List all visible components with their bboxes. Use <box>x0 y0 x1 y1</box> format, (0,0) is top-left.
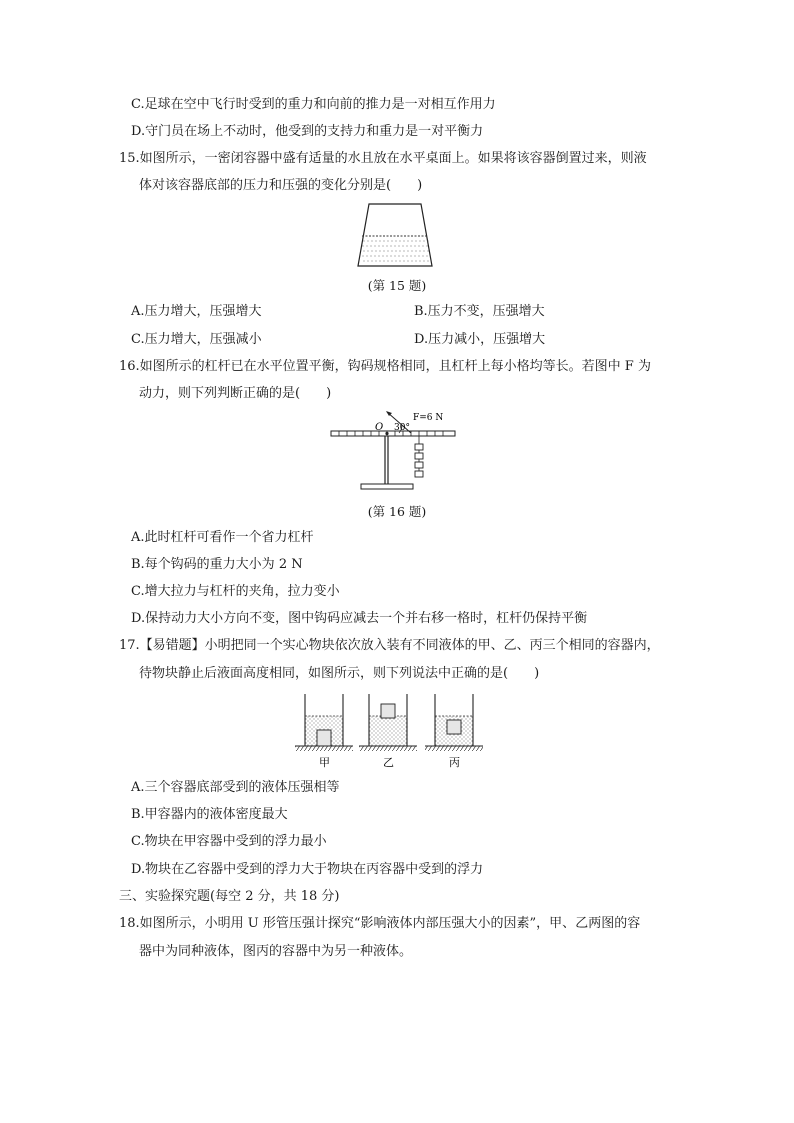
q15-option-d: D.压力减小，压强增大 <box>414 332 546 347</box>
q16-option-b: B.每个钩码的重力大小为 2 N <box>131 557 303 572</box>
q16-figure-lever <box>325 404 465 494</box>
q15-option-b: B.压力不变，压强增大 <box>414 304 545 319</box>
q14-option-c: C.足球在空中飞行时受到的重力和向前的推力是一对相互作用力 <box>131 97 496 112</box>
container-jia <box>295 694 353 751</box>
q16-figure-caption: (第 16 题) <box>367 504 427 519</box>
q15-option-c: C.压力增大，压强减小 <box>131 332 262 347</box>
q16-option-d: D.保持动力大小方向不变，图中钩码应减去一个并右移一格时，杠杆仍保持平衡 <box>131 611 588 626</box>
q17-option-a: A.三个容器底部受到的液体压强相等 <box>131 780 340 795</box>
q15-option-a: A.压力增大，压强增大 <box>131 304 262 319</box>
q17-option-d: D.物块在乙容器中受到的浮力大于物块在丙容器中受到的浮力 <box>131 862 484 877</box>
q16-pivot-label: O <box>375 422 384 433</box>
q16-stem-line2: 动力，则下列判断正确的是( ) <box>139 386 332 401</box>
label-bing: 丙 <box>449 756 460 769</box>
label-yi: 乙 <box>383 756 394 769</box>
q17-stem-line2: 待物块静止后液面高度相同，如图所示，则下列说法中正确的是( ) <box>139 666 540 681</box>
container-bing <box>425 694 483 751</box>
q16-stem-line1: 16.如图所示的杠杆已在水平位置平衡，钩码规格相同，且杠杆上每小格均等长。若图中 F 为 <box>119 359 651 374</box>
q18-stem-line1: 18.如图所示，小明用 U 形管压强计探究“影响液体内部压强大小的因素”，甲、乙两图的容 <box>119 916 641 931</box>
label-jia: 甲 <box>319 756 330 769</box>
q17-option-b: B.甲容器内的液体密度最大 <box>131 807 288 822</box>
q15-stem-line2: 体对该容器底部的压力和压强的变化分别是( ) <box>139 178 423 193</box>
q16-force-label: F=6 N <box>413 413 444 423</box>
q16-option-c: C.增大拉力与杠杆的夹角，拉力变小 <box>131 584 340 599</box>
q16-angle-label: 30° <box>394 423 410 433</box>
container-yi <box>359 694 417 751</box>
q17-figure-containers <box>293 690 493 770</box>
q17-stem-line1: 17.【易错题】小明把同一个实心物块依次放入装有不同液体的甲、乙、丙三个相同的容器内， <box>119 638 660 653</box>
q15-stem-line1: 15.如图所示，一密闭容器中盛有适量的水且放在水平桌面上。如果将该容器倒置过来，则液 <box>119 151 647 166</box>
section-heading: 三、实验探究题(每空 2 分，共 18 分) <box>119 889 340 904</box>
q18-stem-line2: 器中为同种液体，图丙的容器中为另一种液体。 <box>139 944 413 959</box>
q17-option-c: C.物块在甲容器中受到的浮力最小 <box>131 834 327 849</box>
q15-figure-container <box>355 203 435 269</box>
q16-option-a: A.此时杠杆可看作一个省力杠杆 <box>131 530 314 545</box>
q14-option-d: D.守门员在场上不动时，他受到的支持力和重力是一对平衡力 <box>131 124 484 139</box>
q15-figure-caption: (第 15 题) <box>367 278 427 293</box>
